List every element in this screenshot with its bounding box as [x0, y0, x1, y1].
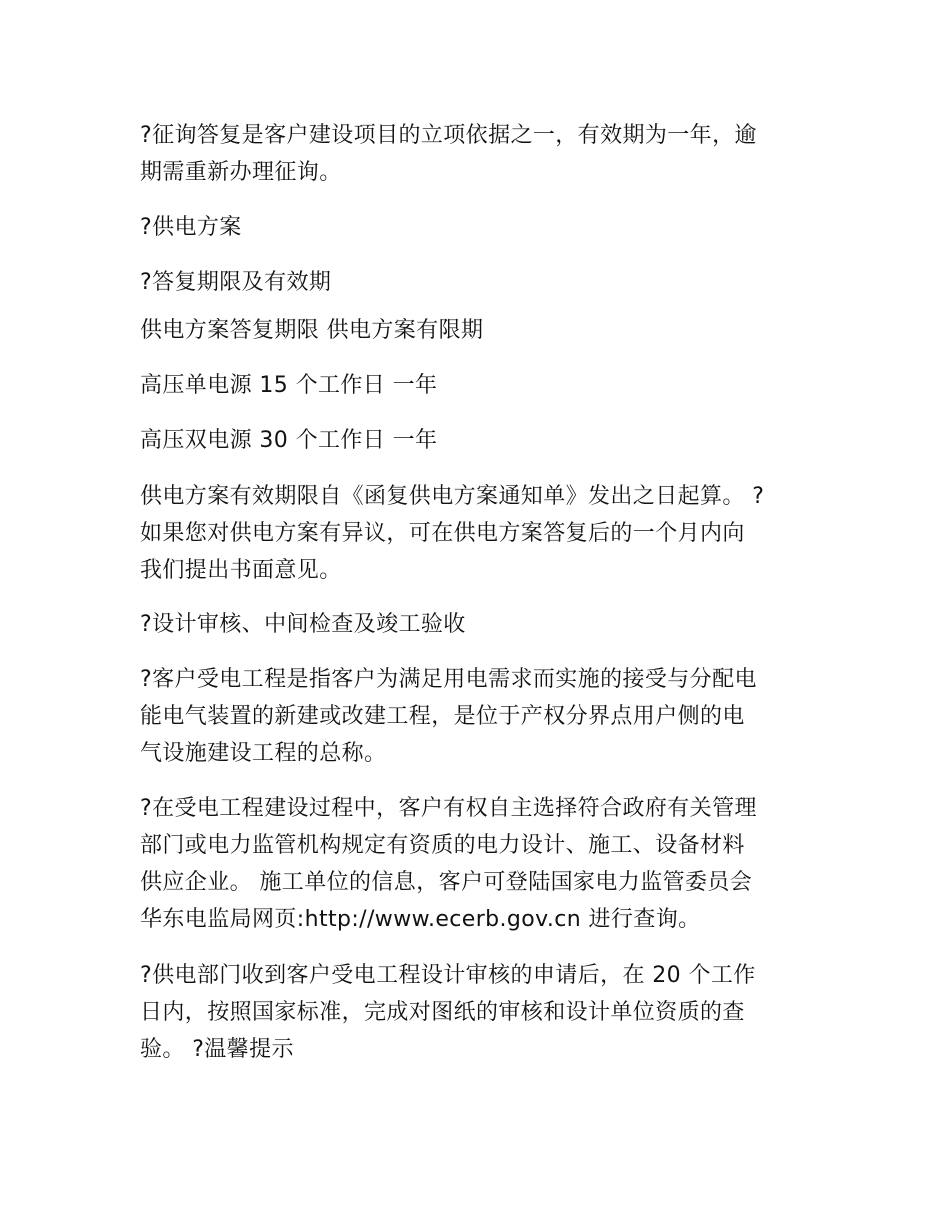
text-line: ?在受电工程建设过程中，客户有权自主选择符合政府有关管理 [140, 796, 757, 821]
text-line: 期需重新办理征询。 [140, 160, 342, 185]
text-line: 高压双电源 30 个工作日 一年 [140, 428, 438, 453]
text-line: 供电方案答复期限 供电方案有限期 [140, 318, 484, 343]
heading-power-supply-plan [140, 209, 820, 246]
paragraph-consultation-validity [140, 117, 820, 191]
text-line: 供电方案有效期限自《函复供电方案通知单》发出之日起算。 ? [140, 484, 765, 509]
text-line: 高压单电源 15 个工作日 一年 [140, 373, 438, 398]
text-line: 能电气装置的新建或改建工程，是位于产权分界点用户侧的电 [140, 704, 745, 729]
text-line: 如果您对供电方案有异议，可在供电方案答复后的一个月内向 [140, 521, 745, 546]
text-line: 我们提出书面意见。 [140, 558, 342, 583]
text-line: 华东电监局网页:http://www.ecerb.gov.cn 进行查询。 [140, 907, 701, 932]
text-line: ?征询答复是客户建设项目的立项依据之一，有效期为一年，逾 [140, 123, 757, 148]
text-line: ?答复期限及有效期 [140, 270, 332, 295]
text-line: 部门或电力监管机构规定有资质的电力设计、施工、设备材料 [140, 833, 745, 858]
table-row-dual-source [140, 422, 820, 459]
text-line: 气设施建设工程的总称。 [140, 741, 387, 766]
paragraph-contractor-selection [140, 790, 820, 938]
paragraph-plan-validity [140, 478, 820, 589]
text-line: ?客户受电工程是指客户为满足用电需求而实施的接受与分配电 [140, 667, 757, 692]
heading-design-review [140, 606, 820, 643]
text-line: ?供电部门收到客户受电工程设计审核的申请后，在 20 个工作 [140, 963, 756, 988]
text-line: 日内，按照国家标准，完成对图纸的审核和设计单位资质的查 [140, 1000, 745, 1025]
table-row-single-source [140, 367, 820, 404]
text-line: ?设计审核、中间检查及竣工验收 [140, 612, 466, 637]
text-line: 供应企业。 施工单位的信息，客户可登陆国家电力监管委员会 [140, 870, 753, 895]
paragraph-review-timeline [140, 957, 820, 1068]
heading-reply-period [140, 264, 820, 301]
text-line: ?供电方案 [140, 215, 242, 240]
table-header-row [140, 312, 820, 349]
paragraph-customer-project-definition [140, 661, 820, 772]
text-line: 验。 ?温馨提示 [140, 1037, 294, 1062]
